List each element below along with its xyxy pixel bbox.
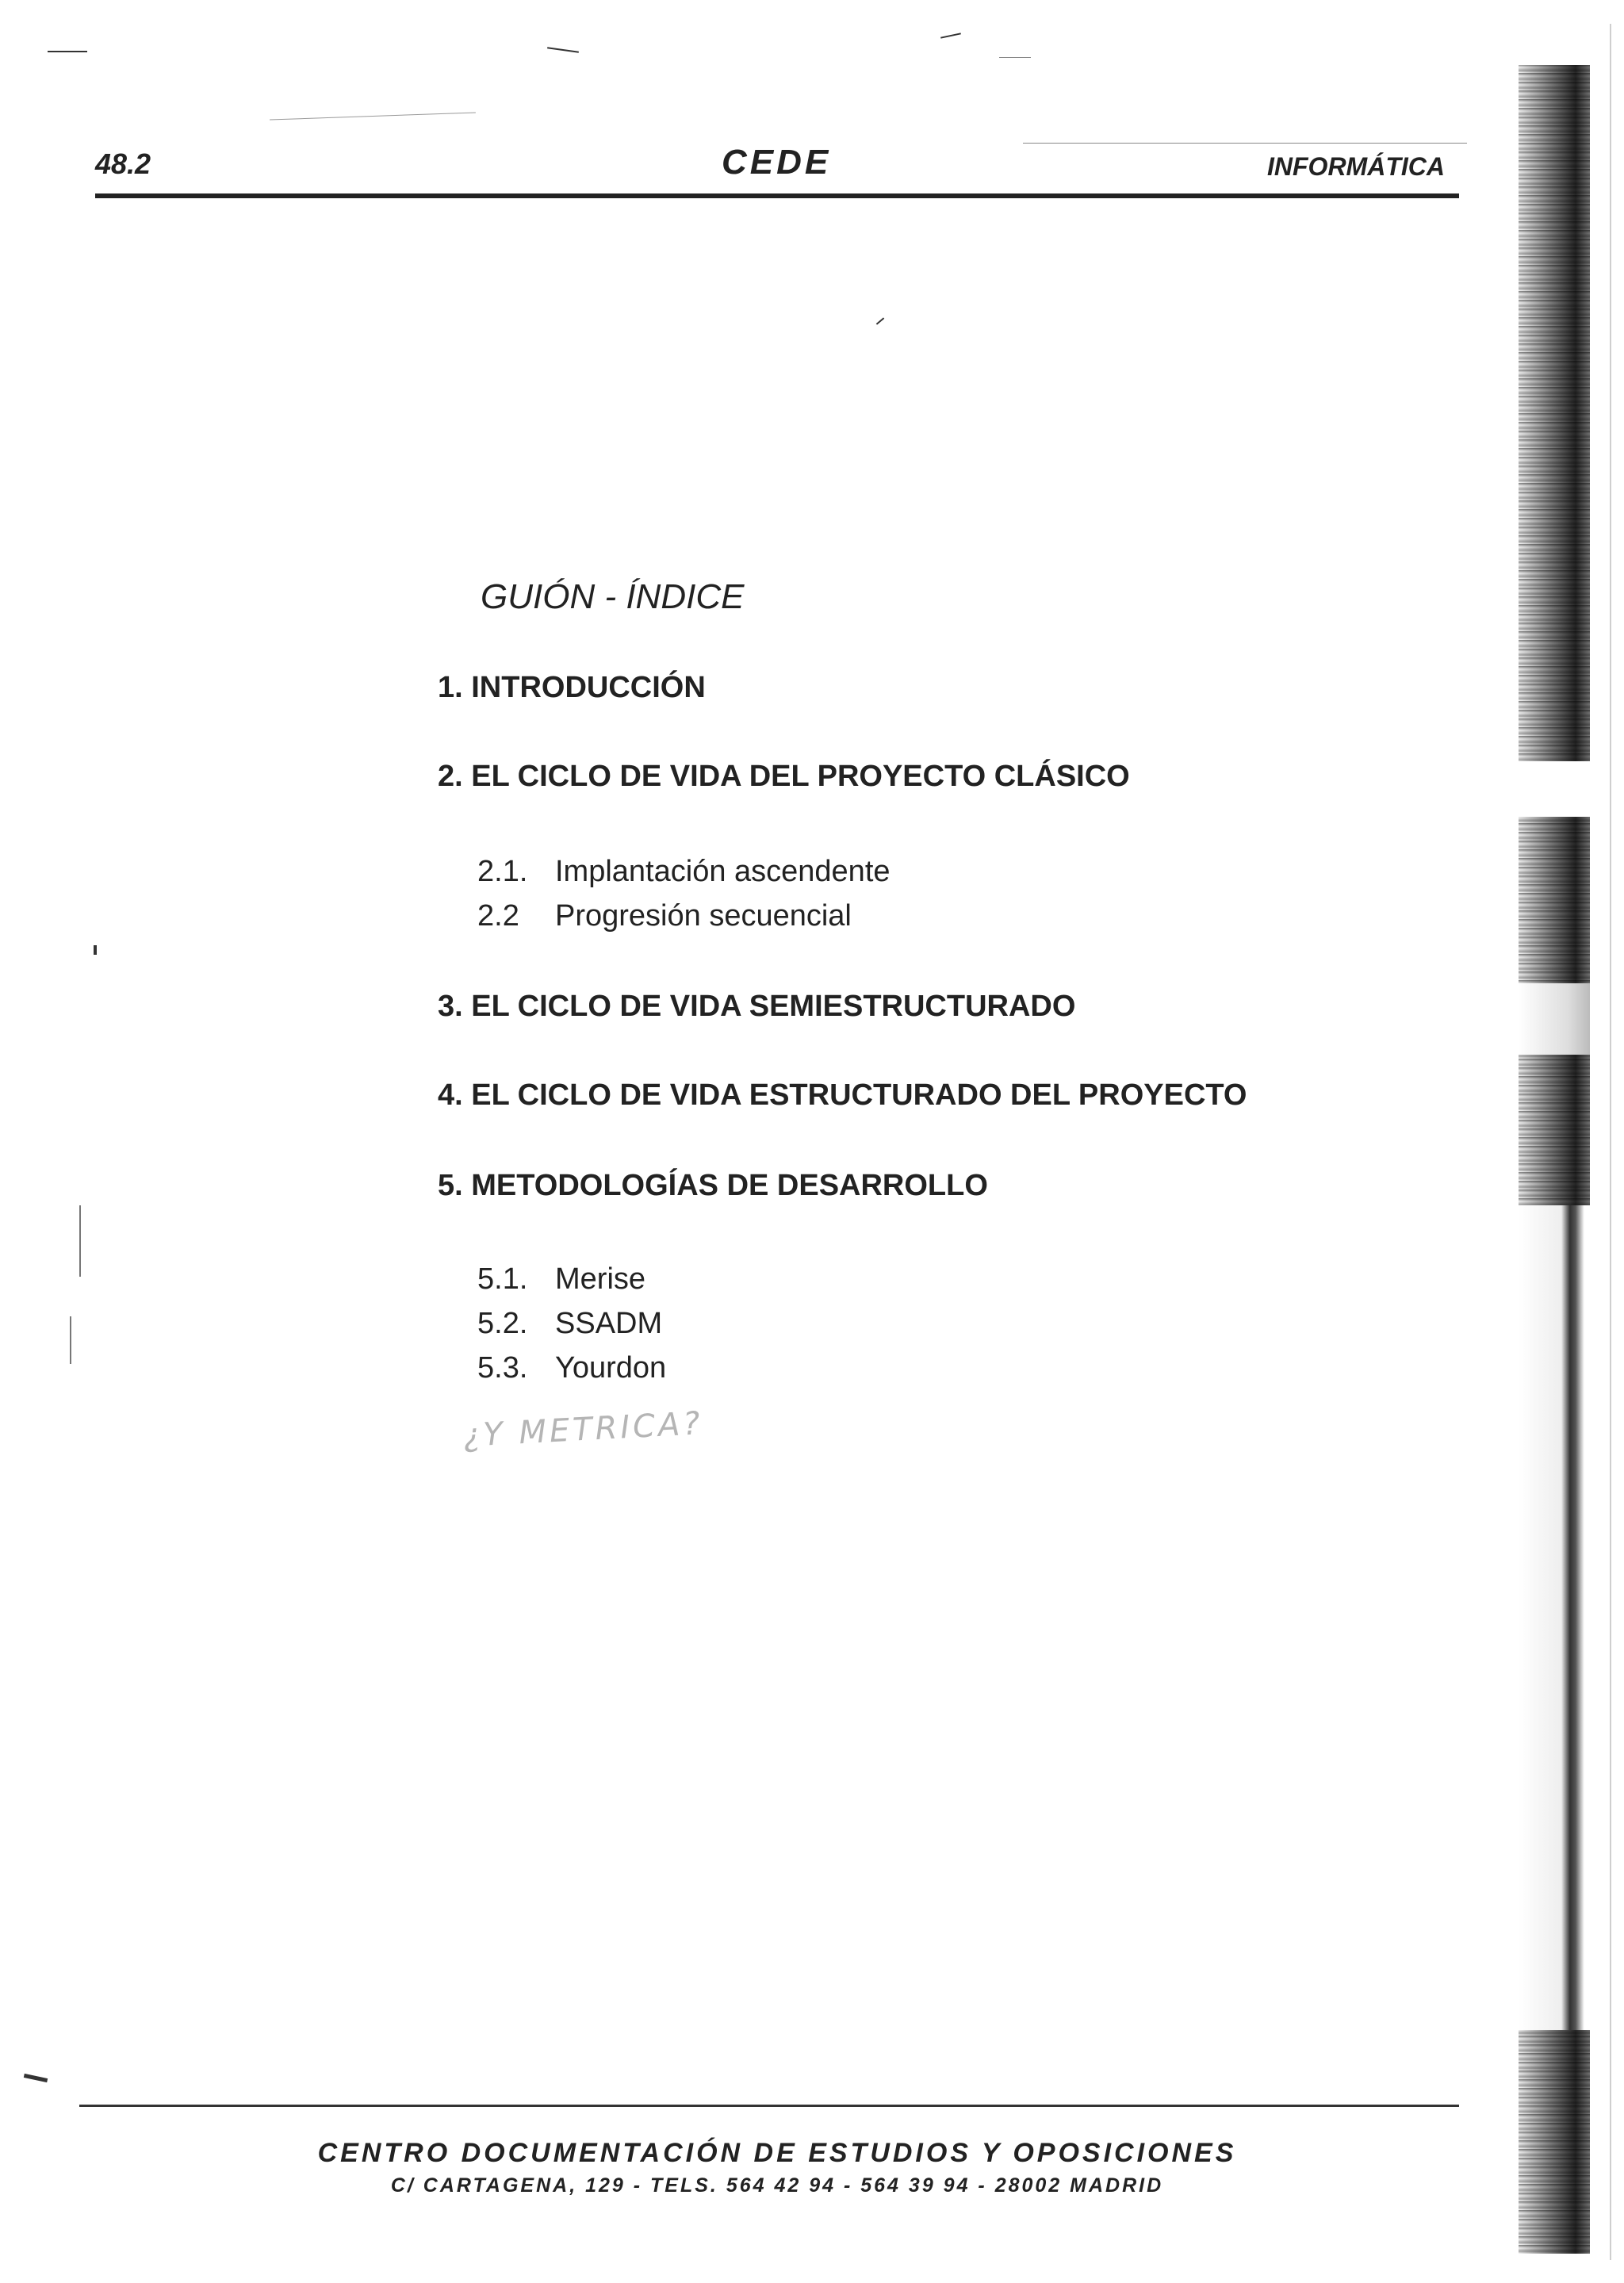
page-edge-line — [1610, 24, 1611, 2260]
scan-edge-gap — [1519, 1205, 1590, 2030]
section-number: 48.2 — [95, 147, 151, 180]
subsection-number: 5.2. — [477, 1307, 528, 1340]
scan-edge-gap — [1519, 983, 1590, 1055]
scan-edge-gap — [1519, 761, 1590, 817]
header-rule — [95, 193, 1459, 198]
footer-rule — [79, 2105, 1459, 2107]
scan-speck — [94, 945, 97, 955]
subsection-item — [477, 1262, 645, 1297]
scan-speck — [1023, 143, 1467, 144]
subsection-item — [477, 899, 852, 933]
subsection-label: Implantación ascendente — [555, 855, 891, 888]
scan-speck — [876, 317, 884, 324]
subsection-number: 5.3. — [477, 1351, 528, 1385]
section-heading: 2. EL CICLO DE VIDA DEL PROYECTO CLÁSICO — [438, 760, 1130, 793]
subsection-label: Yourdon — [555, 1351, 667, 1385]
scan-speck — [547, 47, 579, 53]
footer-organization: CENTRO DOCUMENTACIÓN DE ESTUDIOS Y OPOSICIONES — [317, 2138, 1237, 2168]
subsection-number: 5.1. — [477, 1262, 528, 1296]
scan-speck — [270, 112, 476, 120]
section-heading: 4. EL CICLO DE VIDA ESTRUCTURADO DEL PROYECTO — [438, 1078, 1247, 1112]
subsection-label: Merise — [555, 1262, 646, 1296]
section-heading: 3. EL CICLO DE VIDA SEMIESTRUCTURADO — [438, 990, 1076, 1023]
subject-label: INFORMÁTICA — [1267, 152, 1445, 181]
handwritten-note: ¿Y METRICA? — [462, 1405, 704, 1454]
scan-speck — [940, 33, 961, 38]
scan-speck — [999, 57, 1031, 58]
footer-address: C/ CARTAGENA, 129 - TELS. 564 42 94 - 564 39 94 - 28002 MADRID — [390, 2174, 1164, 2197]
brand-logo: CEDE — [722, 143, 832, 182]
subsection-item — [477, 855, 891, 889]
subsection-number: 2.1. — [477, 855, 528, 888]
subsection-item — [477, 1307, 662, 1341]
scan-speck — [79, 1205, 81, 1277]
subsection-label: Progresión secuencial — [555, 899, 852, 933]
section-heading: 5. METODOLOGÍAS DE DESARROLLO — [438, 1169, 988, 1202]
index-title: GUIÓN - ÍNDICE — [481, 577, 745, 616]
section-heading: 1. INTRODUCCIÓN — [438, 671, 706, 704]
scan-speck — [48, 51, 87, 52]
subsection-label: SSADM — [555, 1307, 663, 1340]
subsection-number: 2.2 — [477, 899, 519, 933]
subsection-item — [477, 1351, 666, 1385]
scan-speck — [24, 2074, 48, 2082]
scan-speck — [70, 1316, 71, 1364]
